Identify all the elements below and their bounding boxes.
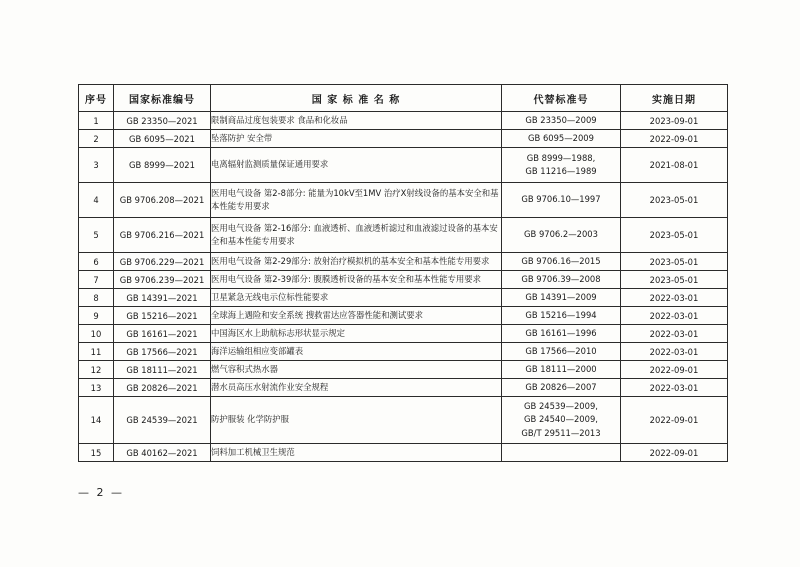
cell-standard-number: GB 9706.216—2021	[114, 218, 211, 253]
standards-table-container	[78, 84, 722, 462]
cell-standard-name: 饲料加工机械卫生规范	[211, 444, 502, 462]
replaced-standard-line: GB 8999—1988,	[526, 152, 596, 163]
cell-effective-date: 2022-09-01	[621, 444, 728, 462]
cell-seq: 3	[79, 148, 114, 183]
cell-effective-date: 2023-09-01	[621, 112, 728, 130]
cell-standard-name: 燃气容积式热水器	[211, 361, 502, 379]
page-number: — 2 —	[78, 486, 124, 499]
table-row	[79, 112, 728, 130]
cell-seq: 8	[79, 289, 114, 307]
cell-effective-date: 2023-05-01	[621, 183, 728, 218]
cell-standard-number: GB 16161—2021	[114, 325, 211, 343]
cell-replaced-standard	[502, 112, 621, 130]
cell-standard-number: GB 9706.229—2021	[114, 253, 211, 271]
table-row	[79, 379, 728, 397]
cell-replaced-standard	[502, 343, 621, 361]
cell-replaced-standard	[502, 271, 621, 289]
cell-seq: 13	[79, 379, 114, 397]
replaced-standard-line: GB 14391—2009	[525, 291, 597, 302]
cell-standard-number: GB 17566—2021	[114, 343, 211, 361]
replaced-standard-line: GB 6095—2009	[528, 132, 594, 143]
table-row	[79, 183, 728, 218]
cell-replaced-standard	[502, 397, 621, 444]
cell-standard-number: GB 8999—2021	[114, 148, 211, 183]
table-row	[79, 307, 728, 325]
cell-standard-name: 医用电气设备 第2-16部分: 血液透析、血液透析滤过和血液滤过设备的基本安全和基本性能专用要求	[211, 218, 502, 253]
column-header-name: 国 家 标 准 名 称	[211, 85, 502, 112]
cell-effective-date: 2022-03-01	[621, 379, 728, 397]
table-row	[79, 361, 728, 379]
cell-seq: 9	[79, 307, 114, 325]
table-body	[79, 112, 728, 462]
table-header-row	[79, 85, 728, 112]
replaced-standard-line: GB 24539—2009,	[524, 400, 598, 411]
cell-seq: 14	[79, 397, 114, 444]
cell-standard-name: 医用电气设备 第2-39部分: 腹膜透析设备的基本安全和基本性能专用要求	[211, 271, 502, 289]
cell-replaced-standard	[502, 218, 621, 253]
replaced-standard-line: GB 9706.16—2015	[521, 255, 601, 266]
column-header-date: 实施日期	[621, 85, 728, 112]
cell-standard-name: 医用电气设备 第2-8部分: 能量为10kV至1MV 治疗X射线设备的基本安全和基本性能专用要求	[211, 183, 502, 218]
table-row	[79, 325, 728, 343]
cell-replaced-standard	[502, 307, 621, 325]
cell-effective-date: 2022-09-01	[621, 130, 728, 148]
replaced-standard-line: GB 16161—1996	[525, 327, 597, 338]
cell-effective-date: 2022-09-01	[621, 361, 728, 379]
table-row	[79, 343, 728, 361]
cell-standard-name: 限制商品过度包装要求 食品和化妆品	[211, 112, 502, 130]
cell-standard-number: GB 20826—2021	[114, 379, 211, 397]
replaced-standard-line: GB 23350—2009	[525, 114, 597, 125]
cell-seq: 10	[79, 325, 114, 343]
cell-replaced-standard	[502, 325, 621, 343]
cell-standard-name: 全球海上遇险和安全系统 搜救雷达应答器性能和测试要求	[211, 307, 502, 325]
cell-replaced-standard	[502, 444, 621, 462]
cell-seq: 5	[79, 218, 114, 253]
replaced-standard-line: GB 9706.39—2008	[521, 273, 601, 284]
standards-table	[78, 84, 728, 462]
cell-standard-name: 坠落防护 安全带	[211, 130, 502, 148]
cell-standard-name: 电离辐射监测质量保证通用要求	[211, 148, 502, 183]
cell-standard-name: 海洋运输组相应变部罐表	[211, 343, 502, 361]
column-header-number: 国家标准编号	[114, 85, 211, 112]
cell-standard-number: GB 9706.239—2021	[114, 271, 211, 289]
table-row	[79, 271, 728, 289]
table-header	[79, 85, 728, 112]
replaced-standard-line: GB 17566—2010	[525, 345, 597, 356]
cell-standard-name: 卫星紧急无线电示位标性能要求	[211, 289, 502, 307]
cell-standard-number: GB 40162—2021	[114, 444, 211, 462]
table-row	[79, 130, 728, 148]
cell-effective-date: 2022-03-01	[621, 325, 728, 343]
cell-seq: 15	[79, 444, 114, 462]
replaced-standard-line: GB 20826—2007	[525, 381, 597, 392]
cell-effective-date: 2022-03-01	[621, 289, 728, 307]
cell-standard-name: 医用电气设备 第2-29部分: 放射治疗模拟机的基本安全和基本性能专用要求	[211, 253, 502, 271]
cell-effective-date: 2022-03-01	[621, 343, 728, 361]
cell-effective-date: 2023-05-01	[621, 271, 728, 289]
cell-replaced-standard	[502, 130, 621, 148]
cell-replaced-standard	[502, 253, 621, 271]
replaced-standard-line: GB 15216—1994	[525, 309, 597, 320]
cell-replaced-standard	[502, 183, 621, 218]
cell-seq: 4	[79, 183, 114, 218]
replaced-standard-line: GB/T 29511—2013	[521, 427, 601, 438]
replaced-standard-line: GB 11216—1989	[525, 166, 597, 176]
cell-standard-number: GB 6095—2021	[114, 130, 211, 148]
table-row	[79, 444, 728, 462]
replaced-standard-line: GB 9706.2—2003	[524, 229, 598, 240]
cell-effective-date: 2021-08-01	[621, 148, 728, 183]
cell-effective-date: 2022-09-01	[621, 397, 728, 444]
cell-standard-number: GB 14391—2021	[114, 289, 211, 307]
replaced-standard-line: GB 9706.10—1997	[521, 194, 601, 205]
cell-seq: 12	[79, 361, 114, 379]
cell-standard-number: GB 18111—2021	[114, 361, 211, 379]
cell-seq: 2	[79, 130, 114, 148]
cell-standard-number: GB 23350—2021	[114, 112, 211, 130]
cell-replaced-standard	[502, 148, 621, 183]
cell-effective-date: 2023-05-01	[621, 218, 728, 253]
table-row	[79, 289, 728, 307]
cell-seq: 6	[79, 253, 114, 271]
cell-effective-date: 2023-05-01	[621, 253, 728, 271]
table-row	[79, 148, 728, 183]
column-header-seq: 序号	[79, 85, 114, 112]
table-row	[79, 397, 728, 444]
replaced-standard-line: GB 24540—2009,	[524, 414, 598, 425]
cell-standard-number: GB 9706.208—2021	[114, 183, 211, 218]
cell-standard-name: 防护服装 化学防护服	[211, 397, 502, 444]
table-row	[79, 218, 728, 253]
replaced-standard-line: GB 18111—2000	[525, 363, 597, 374]
cell-replaced-standard	[502, 289, 621, 307]
cell-standard-number: GB 24539—2021	[114, 397, 211, 444]
cell-standard-name: 中国海区水上助航标志形状显示规定	[211, 325, 502, 343]
cell-replaced-standard	[502, 361, 621, 379]
cell-replaced-standard	[502, 379, 621, 397]
column-header-replaced: 代替标准号	[502, 85, 621, 112]
cell-effective-date: 2022-03-01	[621, 307, 728, 325]
cell-seq: 11	[79, 343, 114, 361]
table-row	[79, 253, 728, 271]
cell-standard-name: 潜水员高压水射流作业安全规程	[211, 379, 502, 397]
cell-seq: 7	[79, 271, 114, 289]
cell-seq: 1	[79, 112, 114, 130]
cell-standard-number: GB 15216—2021	[114, 307, 211, 325]
